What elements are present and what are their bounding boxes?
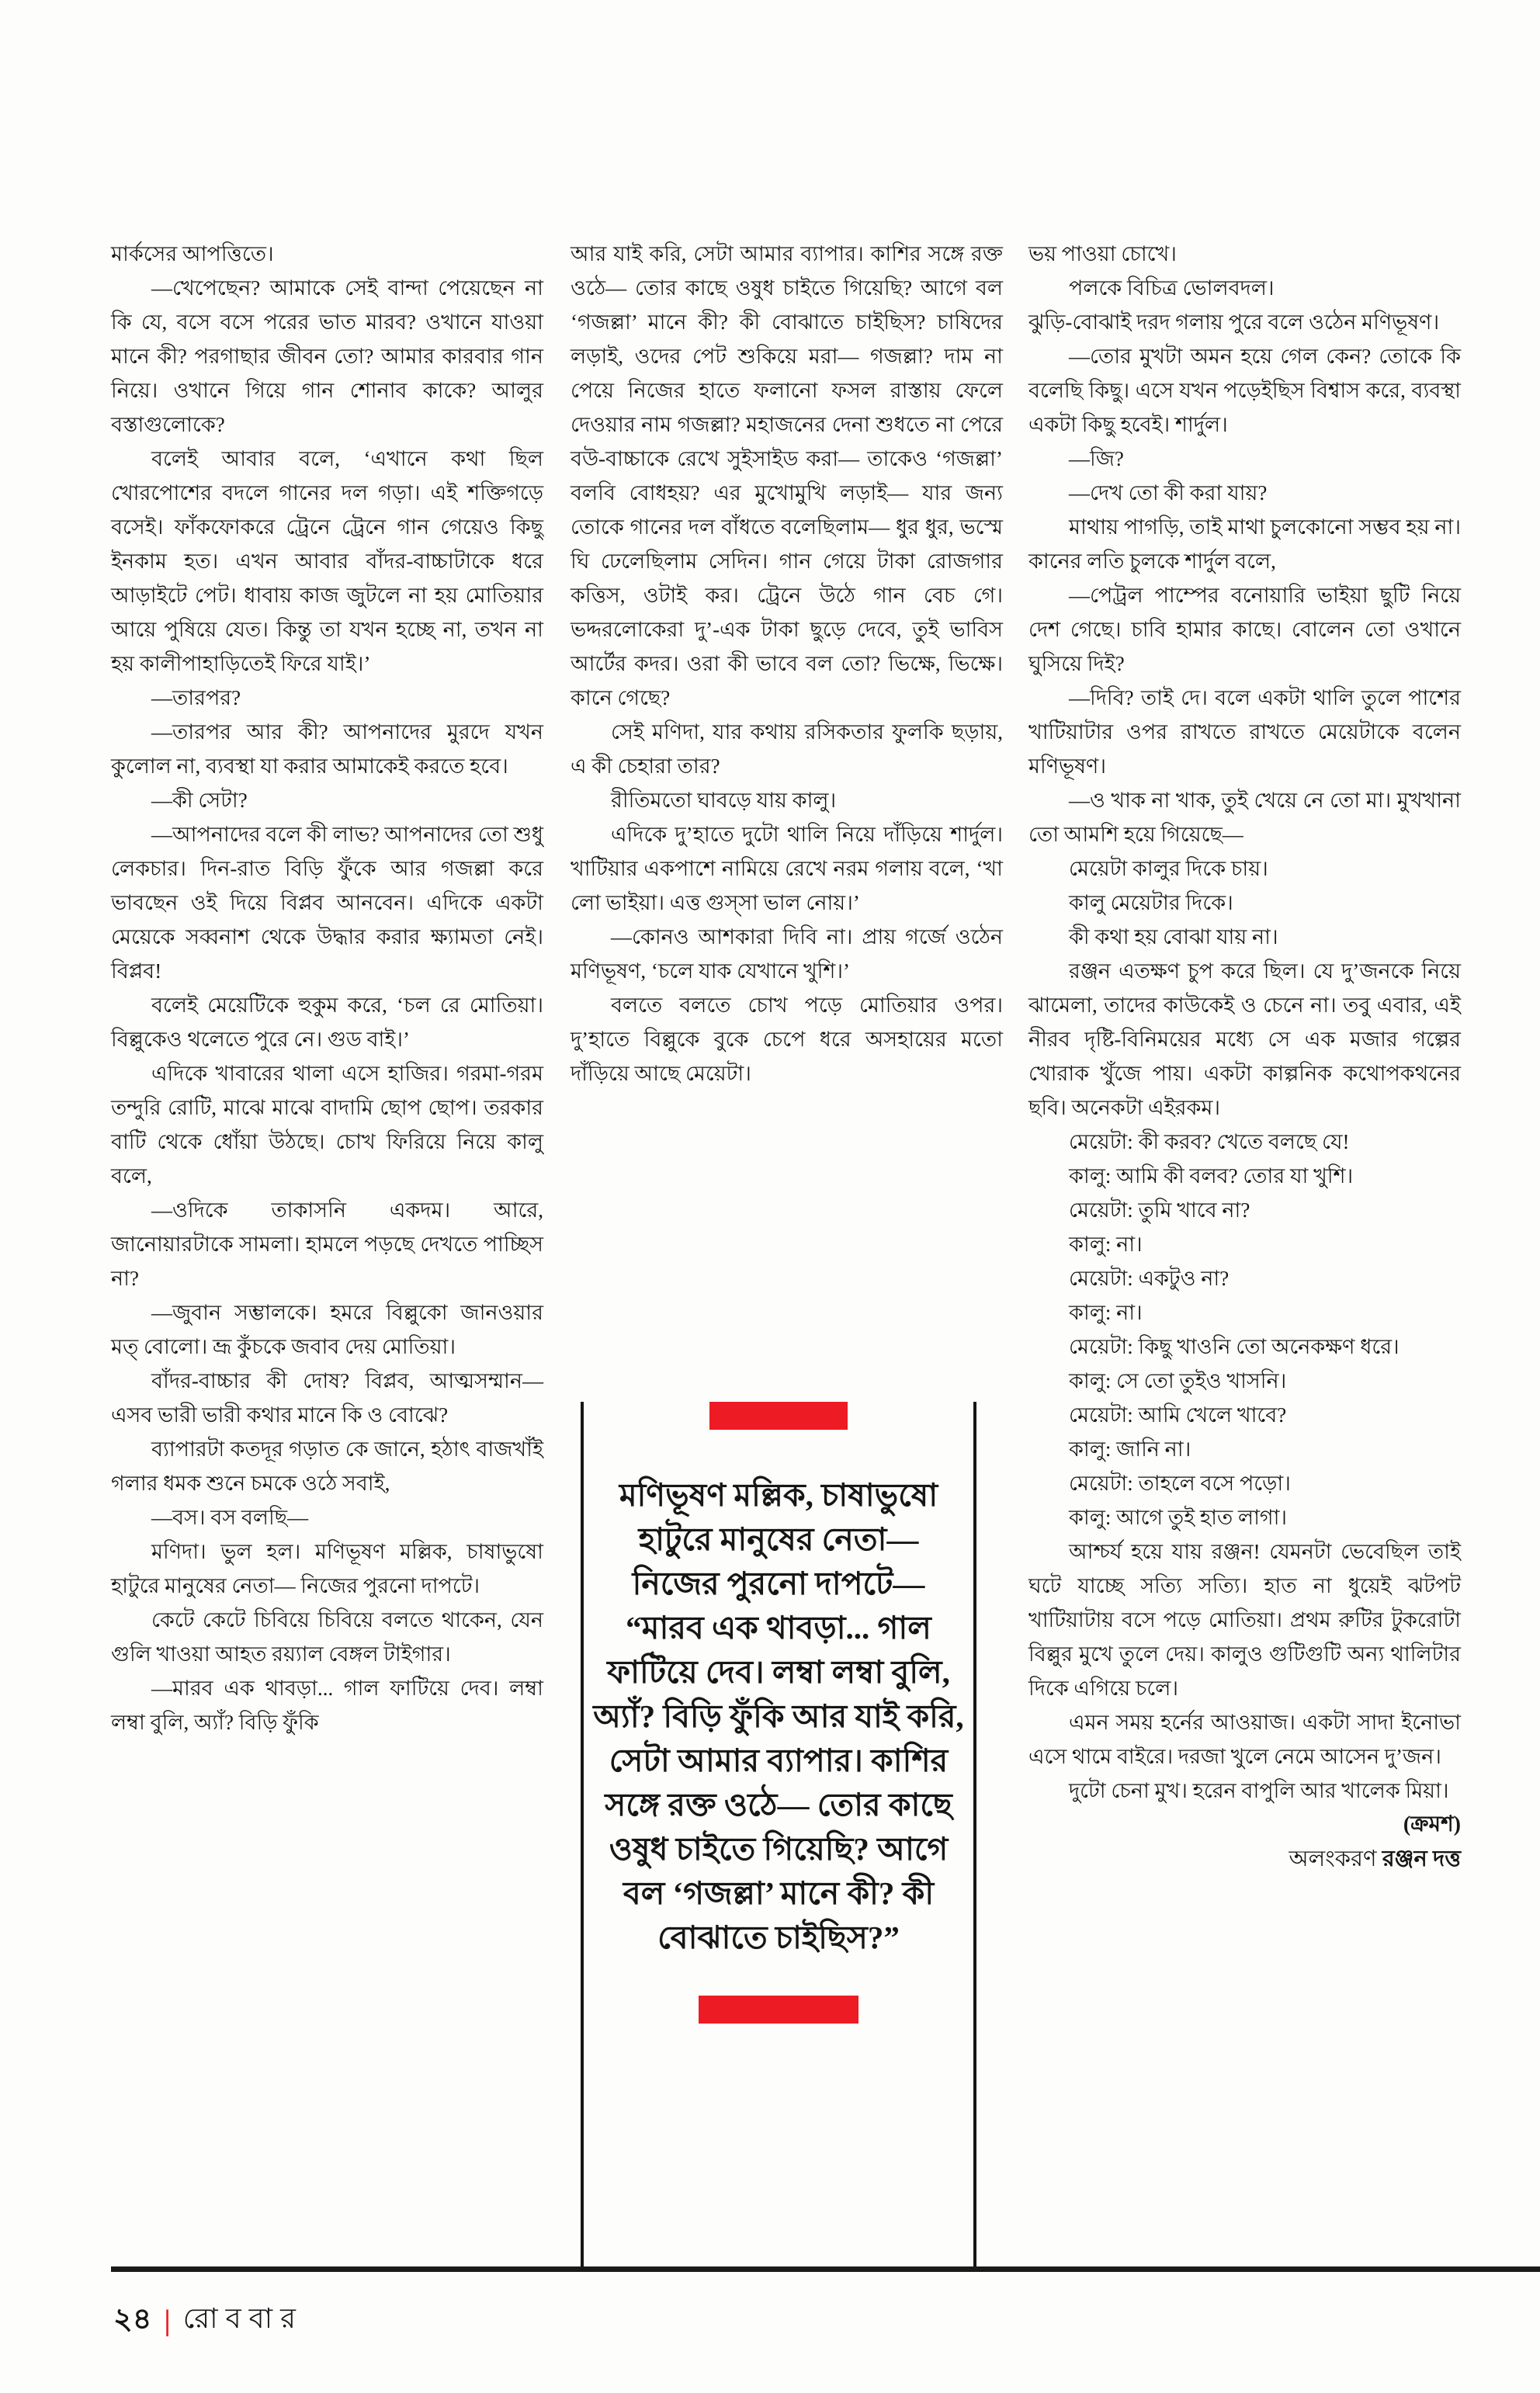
page-footer xyxy=(113,2296,303,2346)
paragraph: কালু: জানি না। xyxy=(1069,1438,1191,1461)
illustration-credit xyxy=(1028,1842,1461,1876)
paragraph: —খেপেছেন? আমাকে সেই বান্দা পেয়েছেন না কি যে, বসে বসে পরের ভাত মারব? ওখানে যাওয়া মানে কী? পরগাছার জীবন তো? আমার কারবার গান নিয়ে। ওখানে গিয়ে গান শোনাব কাকে? আলুর বস্তাগুলোকে? xyxy=(111,276,543,436)
column-3-paragraphs xyxy=(1028,237,1461,1808)
paragraph: —মারব এক থাবড়া... গাল ফাটিয়ে দেব। লম্বা লম্বা বুলি, অ্যাঁ? বিড়ি ফুঁকি xyxy=(111,1677,543,1734)
paragraph: কালু মেয়েটার দিকে। xyxy=(1069,891,1233,914)
paragraph: বাঁদর-বাচ্চার কী দোষ? বিপ্লব, আত্মসম্মান— এসব ভারী ভারী কথার মানে কি ও বোঝে? xyxy=(111,1369,543,1427)
paragraph: এমন সময় হর্নের আওয়াজ। একটা সাদা ইনোভা এসে থামে বাইরে। দরজা খুলে নেমে আসেন দু’জন। xyxy=(1028,1711,1461,1768)
paragraph: এদিকে দু’হাতে দুটো থালি নিয়ে দাঁড়িয়ে শার্দুল। খাটিয়ার একপাশে নামিয়ে রেখে নরম গলায় বলে, ‘খা লো ভাইয়া। এত্ত গুস্সা ভাল নোয়।’ xyxy=(571,823,1003,914)
pullquote-box xyxy=(581,1402,976,2266)
text-column-1 xyxy=(111,237,543,1739)
paragraph: বলেই আবার বলে, ‘এখানে কথা ছিল খোরপোশের বদলে গানের দল গড়া। এই শক্তিগড়ে বসেই। ফাঁকফোকরে ট্রেনে ট্রেনে গান গেয়েও কিছু ইনকাম হত। এখন আবার বাঁদর-বাচ্চাটাকে ধরে আড়াইটে পেট। ধাবায় কাজ জুটলে না হয় মোতিয়ার আয়ে পুষিয়ে যেত। কিন্তু তা যখন হচ্ছে না, তখন না হয় কালীপাহাড়িতেই ফিরে যাই।’ xyxy=(111,447,543,675)
paragraph: —আপনাদের বলে কী লাভ? আপনাদের তো শুধু লেকচার। দিন-রাত বিড়ি ফুঁকে আর গজল্লা করে ভাবছেন ওই দিয়ে বিপ্লব আনবেন। এদিকে একটা মেয়েকে সব্বনাশ থেকে উদ্ধার করার ক্ষ্যামতা নেই। বিপ্লব! xyxy=(111,823,543,983)
paragraph: মেয়েটা: কিছু খাওনি তো অনেকক্ষণ ধরে। xyxy=(1069,1335,1400,1358)
paragraph: কালু: না। xyxy=(1069,1233,1143,1256)
pullquote-text: মণিভূষণ মল্লিক, চাষাভুষো হাটুরে মানুষের নেতা— নিজের পুরনো দাপটে— “মারব এক থাবড়া... গাল ফাটিয়ে দেব। লম্বা লম্বা বুলি, অ্যাঁ? বিড়ি ফুঁকি আর যাই করি, সেটা আমার ব্যাপার। কাশির সঙ্গে রক্ত ওঠে— তোর কাছে ওষুধ চাইতে গিয়েছি? আগে বল ‘গজল্লা’ মানে কী? কী বোঝাতে চাইছিস?” xyxy=(593,1477,964,1955)
paragraph: —কী সেটা? xyxy=(151,789,248,812)
pullquote-bottom-red-bar xyxy=(699,1996,858,2024)
magazine-title: রোববার xyxy=(182,2303,303,2334)
paragraph: মাথায় পাগড়ি, তাই মাথা চুলকোনো সম্ভব হয় না। কানের লতি চুলকে শার্দুল বলে, xyxy=(1028,515,1461,573)
paragraph: রঞ্জন এতক্ষণ চুপ করে ছিল। যে দু’জনকে নিয়ে ঝামেলা, তাদের কাউকেই ও চেনে না। তবু এবার, এই নীরব দৃষ্টি-বিনিময়ের মধ্যে সে এক মজার গল্পের খোরাক খুঁজে পায়। একটা কাল্পনিক কথোপকথনের ছবি। অনেকটা এইরকম। xyxy=(1028,959,1461,1119)
paragraph: আশ্চর্য হয়ে যায় রঞ্জন! যেমনটা ভেবেছিল তাই ঘটে যাচ্ছে সত্যি সত্যি। হাত না ধুয়েই ঝটপট খাটিয়াটায় বসে পড়ে মোতিয়া। প্রথম রুটির টুকরোটা বিল্লুর মুখে তুলে দেয়। কালুও গুটিগুটি অন্য থালিটার দিকে এগিয়ে চলে। xyxy=(1028,1540,1461,1700)
footer-divider: | xyxy=(164,2305,171,2337)
text-column-3 xyxy=(1028,237,1461,1876)
paragraph: —ও খাক না খাক, তুই খেয়ে নে তো মা। মুখখানা তো আমশি হয়ে গিয়েছে— xyxy=(1028,789,1461,846)
paragraph: বলেই মেয়েটিকে হুকুম করে, ‘চল রে মোতিয়া। বিল্লুকেও থলেতে পুরে নে। গুড বাই।’ xyxy=(111,994,543,1051)
illustration-credit-label: অলংকরণ xyxy=(1289,1847,1377,1871)
paragraph: মেয়েটা কালুর দিকে চায়। xyxy=(1069,857,1268,880)
page-number: ২৪ xyxy=(113,2303,152,2336)
paragraph: ঝুড়ি-বোঝাই দরদ গলায় পুরে বলে ওঠেন মণিভূষণ। xyxy=(1028,310,1440,334)
paragraph: কালু: না। xyxy=(1069,1301,1143,1324)
paragraph: সেই মণিদা, যার কথায় রসিকতার ফুলকি ছড়ায়, এ কী চেহারা তার? xyxy=(571,720,1003,778)
paragraph: কালু: সে তো তুইও খাসনি। xyxy=(1069,1369,1287,1392)
text-column-2 xyxy=(571,237,1003,1091)
illustrator-name: রঞ্জন দত্ত xyxy=(1382,1847,1461,1871)
paragraph: রীতিমতো ঘাবড়ে যায় কালু। xyxy=(611,789,837,812)
paragraph: ভয় পাওয়া চোখে। xyxy=(1028,242,1177,265)
paragraph: —জি? xyxy=(1069,447,1124,470)
paragraph: —ওদিকে তাকাসনি একদম। আরে, জানোয়ারটাকে সামলা। হামলে পড়ছে দেখতে পাচ্ছিস না? xyxy=(111,1198,543,1290)
paragraph: —তারপর? xyxy=(151,686,241,709)
paragraph: কী কথা হয় বোঝা যায় না। xyxy=(1069,925,1278,949)
paragraph: —দিবি? তাই দে। বলে একটা থালি তুলে পাশের খাটিয়াটার ওপর রাখতে রাখতে মেয়েটাকে বলেন মণিভূষণ। xyxy=(1028,686,1461,778)
paragraph: —তোর মুখটা অমন হয়ে গেল কেন? তোকে কি বলেছি কিছু। এসে যখন পড়েইছিস বিশ্বাস করে, ব্যবস্থা একটা কিছু হবেই। শার্দুল। xyxy=(1028,345,1461,436)
paragraph: কালু: আমি কী বলব? তোর যা খুশি। xyxy=(1069,1164,1354,1188)
paragraph: —পেট্রল পাম্পের বনোয়ারি ভাইয়া ছুটি নিয়ে দেশ গেছে। চাবি হামার কাছে। বোলেন তো ওখানে ঘুসিয়ে দিই? xyxy=(1028,584,1461,675)
paragraph: —বস। বস বলছি— xyxy=(151,1506,309,1529)
paragraph: —তারপর আর কী? আপনাদের মুরদে যখন কুলোল না, ব্যবস্থা যা করার আমাকেই করতে হবে। xyxy=(111,720,543,778)
paragraph: বলতে বলতে চোখ পড়ে মোতিয়ার ওপর। দু’হাতে বিল্লুকে বুকে চেপে ধরে অসহায়ের মতো দাঁড়িয়ে আছে মেয়েটা। xyxy=(571,994,1003,1085)
paragraph: ব্যাপারটা কতদূর গড়াত কে জানে, হঠাৎ বাজখাঁই গলার ধমক শুনে চমকে ওঠে সবাই, xyxy=(111,1438,543,1495)
paragraph: এদিকে খাবারের থালা এসে হাজির। গরমা-গরম তন্দুরি রোটি, মাঝে মাঝে বাদামি ছোপ ছোপ। তরকার বাটি থেকে ধোঁয়া উঠছে। চোখ ফিরিয়ে নিয়ে কালু বলে, xyxy=(111,1062,543,1188)
paragraph: দুটো চেনা মুখ। হরেন বাপুলি আর খালেক মিয়া। xyxy=(1069,1779,1449,1802)
paragraph: মেয়েটা: একটুও না? xyxy=(1069,1267,1230,1290)
paragraph: —দেখ তো কী করা যায়? xyxy=(1069,481,1268,505)
paragraph: —জুবান সম্ভালকে। হমরে বিল্লুকো জানওয়ার মত্ বোলো। ভ্রূ কুঁচকে জবাব দেয় মোতিয়া। xyxy=(111,1301,543,1358)
paragraph: মেয়েটা: তাহলে বসে পড়ো। xyxy=(1069,1472,1291,1495)
continuation-marker: (ক্রমশ) xyxy=(1403,1812,1461,1836)
paragraph: মেয়েটা: আমি খেলে খাবে? xyxy=(1069,1403,1287,1427)
paragraph: পলকে বিচিত্র ভোলবদল। xyxy=(1069,276,1275,300)
footer-rule xyxy=(111,2266,1540,2272)
paragraph: আর যাই করি, সেটা আমার ব্যাপার। কাশির সঙ্গে রক্ত ওঠে— তোর কাছে ওষুধ চাইতে গিয়েছি? আগে বল ‘গজল্লা’ মানে কী? কী বোঝাতে চাইছিস? চাষিদের লড়াই, ওদের পেট শুকিয়ে মরা— গজল্লা? দাম না পেয়ে নিজের হাতে ফলানো ফসল রাস্তায় ফেলে দেওয়ার নাম গজল্লা? মহাজনের দেনা শুধতে না পেরে বউ-বাচ্চাকে রেখে সুইসাইড করা— তাকেও ‘গজল্লা’ বলবি বোধহয়? এর মুখোমুখি লড়াই— যার জন্য তোকে গানের দল বাঁধতে বলেছিলাম— ধুর ধুর, ভস্মে ঘি ঢেলেছিলাম সেদিন। গান গেয়ে টাকা রোজগার কত্তিস, ওটাই কর। ট্রেনে উঠে গান বেচ গে। ভদ্দরলোকেরা দু’-এক টাকা ছুড়ে দেবে, তুই ভাবিস আর্টের কদর। ওরা কী ভাবে বল তো? ভিক্ষে, ভিক্ষে। কানে গেছে? xyxy=(571,242,1003,709)
paragraph: মেয়েটা: তুমি খাবে না? xyxy=(1069,1198,1250,1222)
pullquote-top-red-bar xyxy=(709,1402,848,1430)
paragraph: কালু: আগে তুই হাত লাগা। xyxy=(1069,1506,1288,1529)
paragraph: মার্কসের আপত্তিতে। xyxy=(111,242,274,265)
paragraph: মণিদা। ভুল হল। মণিভূষণ মল্লিক, চাষাভুষো হাটুরে মানুষের নেতা— নিজের পুরনো দাপটে। xyxy=(111,1540,543,1597)
paragraph: কেটে কেটে চিবিয়ে চিবিয়ে বলতে থাকেন, যেন গুলি খাওয়া আহত রয়্যাল বেঙ্গল টাইগার। xyxy=(111,1608,543,1666)
paragraph: মেয়েটা: কী করব? খেতে বলছে যে! xyxy=(1069,1130,1350,1153)
paragraph: —কোনও আশকারা দিবি না। প্রায় গর্জে ওঠেন মণিভূষণ, ‘চলে যাক যেখানে খুশি।’ xyxy=(571,925,1003,983)
